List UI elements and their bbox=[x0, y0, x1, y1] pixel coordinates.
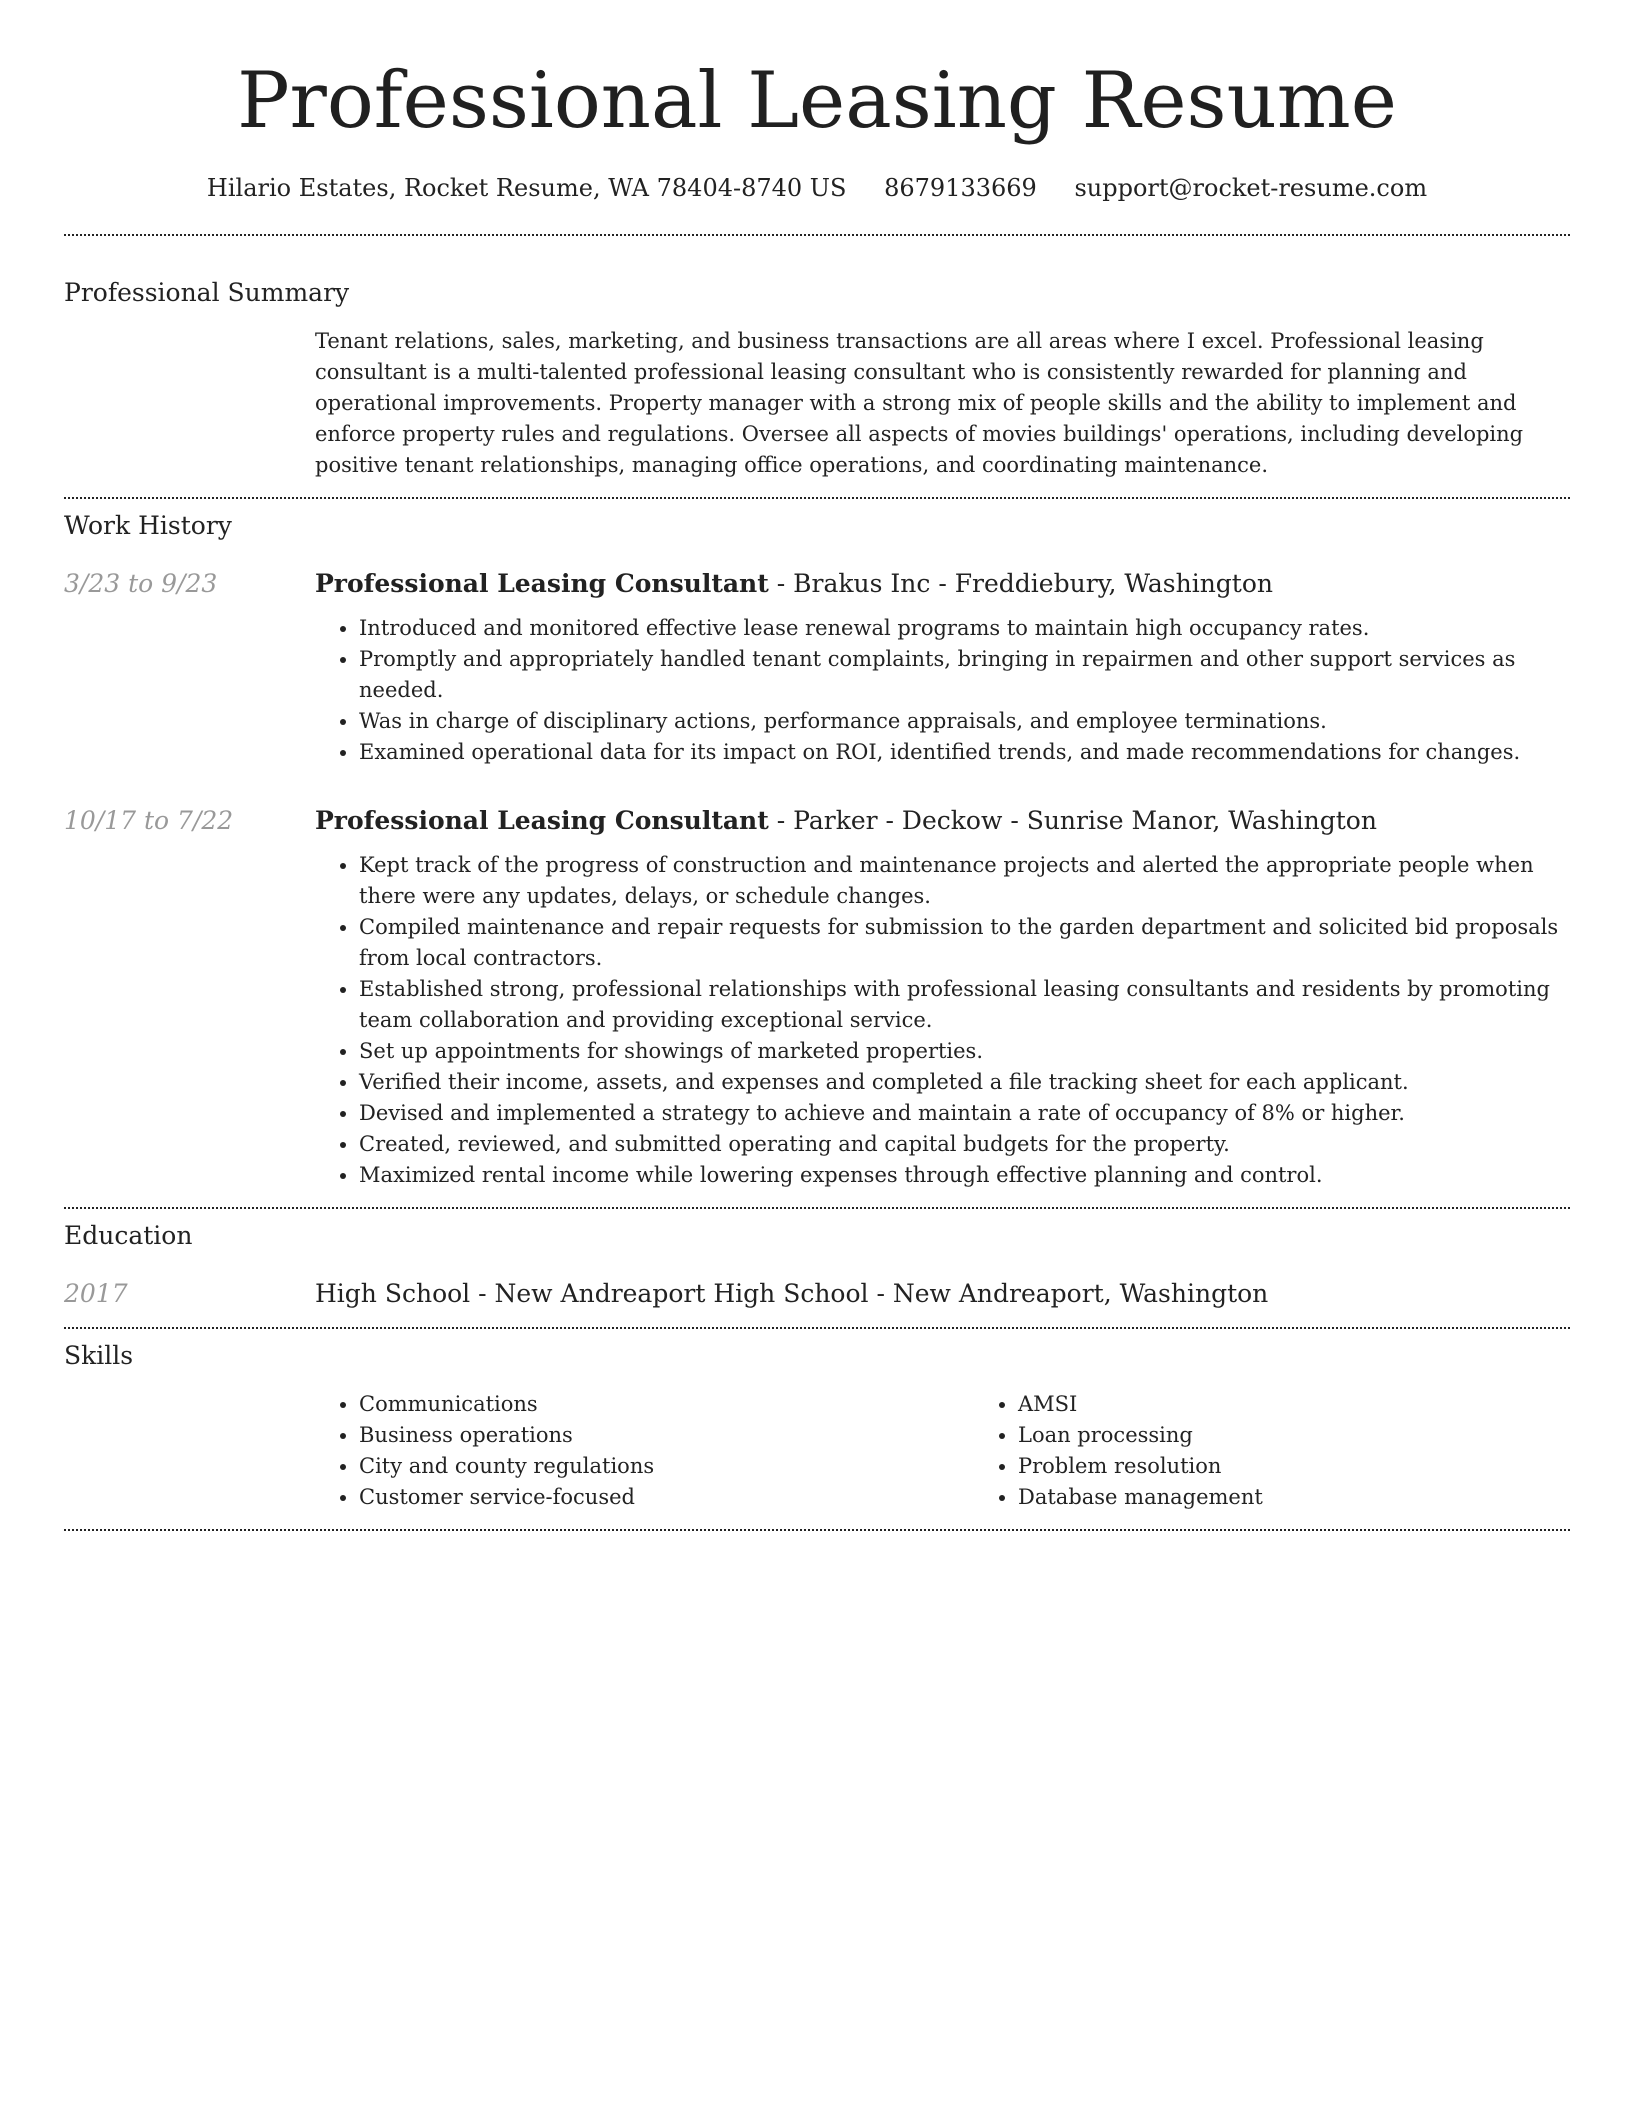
contact-email: support@rocket-resume.com bbox=[1074, 174, 1428, 202]
contact-address: Hilario Estates, Rocket Resume, WA 78404-8740 US bbox=[206, 174, 847, 202]
list-item: • Compiled maintenance and repair requests for submission to the garden department and solicited bid proposals from local contractors. bbox=[359, 912, 1570, 974]
skills-list-left bbox=[315, 1389, 974, 1513]
education-year: 2017 bbox=[64, 1279, 128, 1308]
list-item: • AMSI bbox=[1018, 1389, 1632, 1420]
resume-page bbox=[64, 0, 1570, 1531]
skills-row bbox=[64, 1389, 1570, 1513]
contact-phone: 8679133669 bbox=[884, 174, 1037, 202]
list-item: • Introduced and monitored effective lease renewal programs to maintain high occupancy rates. bbox=[359, 613, 1570, 644]
job-title bbox=[315, 804, 1570, 838]
job-bullets bbox=[315, 613, 1570, 768]
job-dates: 3/23 to 9/23 bbox=[64, 569, 218, 598]
list-item: • Kept track of the progress of construction and maintenance projects and alerted the appropriate people when there were any updates, delays, or schedule changes. bbox=[359, 850, 1570, 912]
list-item: • Created, reviewed, and submitted operating and capital budgets for the property. bbox=[359, 1129, 1570, 1160]
job-details: - Brakus Inc - Freddiebury, Washington bbox=[768, 569, 1274, 598]
resume-title: Professional Leasing Resume bbox=[237, 56, 1397, 146]
summary-heading: Professional Summary bbox=[64, 278, 350, 307]
summary-row bbox=[64, 326, 1570, 481]
summary-text: Tenant relations, sales, marketing, and business transactions are all areas where I excel. Professional leasing consultant is a multi-talented professional leasing consultant who is consistently rewarded for planning and operational improvements. Property manager with a strong mix of people skills and the ability to implement and enforce property rules and regulations. Oversee all aspects of movies buildings' operations, including developing positive tenant relationships, managing office operations, and coordinating maintenance. bbox=[315, 329, 1524, 477]
list-item: • Set up appointments for showings of marketed properties. bbox=[359, 1036, 1570, 1067]
section-divider bbox=[64, 1529, 1570, 1531]
skills-list-right bbox=[974, 1389, 1632, 1513]
list-item: • City and county regulations bbox=[359, 1451, 974, 1482]
contact-info bbox=[64, 172, 1570, 204]
job-role: Professional Leasing Consultant bbox=[315, 569, 769, 598]
job-title bbox=[315, 567, 1570, 601]
list-item: • Database management bbox=[1018, 1482, 1632, 1513]
job-dates: 10/17 to 7/22 bbox=[64, 806, 234, 835]
list-item: • Verified their income, assets, and expenses and completed a file tracking sheet for each applicant. bbox=[359, 1067, 1570, 1098]
list-item: • Loan processing bbox=[1018, 1420, 1632, 1451]
education-entry bbox=[64, 1277, 1570, 1311]
education-details: High School - New Andreaport High School - New Andreaport, Washington bbox=[315, 1279, 1269, 1308]
list-item: • Examined operational data for its impact on ROI, identified trends, and made recommendations for changes. bbox=[359, 737, 1570, 768]
list-item: • Established strong, professional relationships with professional leasing consultants and residents by promoting team collaboration and providing exceptional service. bbox=[359, 974, 1570, 1036]
list-item: • Problem resolution bbox=[1018, 1451, 1632, 1482]
skills-heading: Skills bbox=[64, 1341, 134, 1370]
job-entry bbox=[64, 567, 1570, 768]
job-entry bbox=[64, 804, 1570, 1191]
list-item: • Business operations bbox=[359, 1420, 974, 1451]
job-bullets bbox=[315, 850, 1570, 1191]
education-heading: Education bbox=[64, 1221, 193, 1250]
work-history-heading: Work History bbox=[64, 511, 232, 540]
job-role: Professional Leasing Consultant bbox=[315, 806, 769, 835]
list-item: • Devised and implemented a strategy to achieve and maintain a rate of occupancy of 8% or higher. bbox=[359, 1098, 1570, 1129]
list-item: • Maximized rental income while lowering expenses through effective planning and control. bbox=[359, 1160, 1570, 1191]
list-item: • Customer service-focused bbox=[359, 1482, 974, 1513]
list-item: • Communications bbox=[359, 1389, 974, 1420]
job-details: - Parker - Deckow - Sunrise Manor, Washington bbox=[768, 806, 1377, 835]
list-item: • Promptly and appropriately handled tenant complaints, bringing in repairmen and other support services as needed. bbox=[359, 644, 1570, 706]
list-item: • Was in charge of disciplinary actions, performance appraisals, and employee terminations. bbox=[359, 706, 1570, 737]
